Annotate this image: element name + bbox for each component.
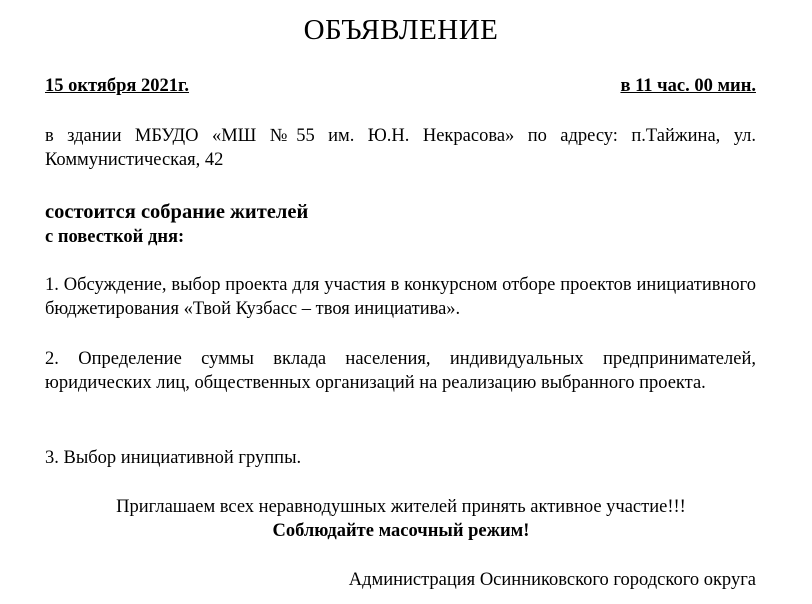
agenda-label: с повесткой дня: — [45, 227, 185, 247]
meeting-address: в здании МБУДО «МШ №55 им. Ю.Н. Некрасова» по адресу: п.Тайжина, ул. Коммунистическая, 42 — [45, 126, 756, 170]
meeting-date: 15 октября 2021г. — [45, 76, 189, 96]
invitation-text: Приглашаем всех неравнодушных жителей принять активное участие!!! — [116, 497, 686, 517]
meeting-heading: состоится собрание жителей — [45, 201, 309, 223]
meeting-time: в 11 час. 00 мин. — [620, 76, 756, 96]
date-time-row — [45, 74, 756, 98]
mask-notice: Соблюдайте масочный режим! — [272, 521, 530, 541]
agenda-item-2: 2. Определение суммы вклада населения, индивидуальных предпринимателей, юридических лиц, общественных организаций на реализацию выбранного проекта. — [45, 349, 756, 393]
signature: Администрация Осинниковского городского округа — [348, 570, 756, 590]
agenda-item-3: 3. Выбор инициативной группы. — [45, 448, 302, 468]
agenda-item-1: 1. Обсуждение, выбор проекта для участия в конкурсном отборе проектов инициативного бюджетирования «Твой Кузбасс – твоя инициатива». — [45, 275, 756, 319]
page-title: ОБЪЯВЛЕНИЕ — [303, 14, 499, 46]
